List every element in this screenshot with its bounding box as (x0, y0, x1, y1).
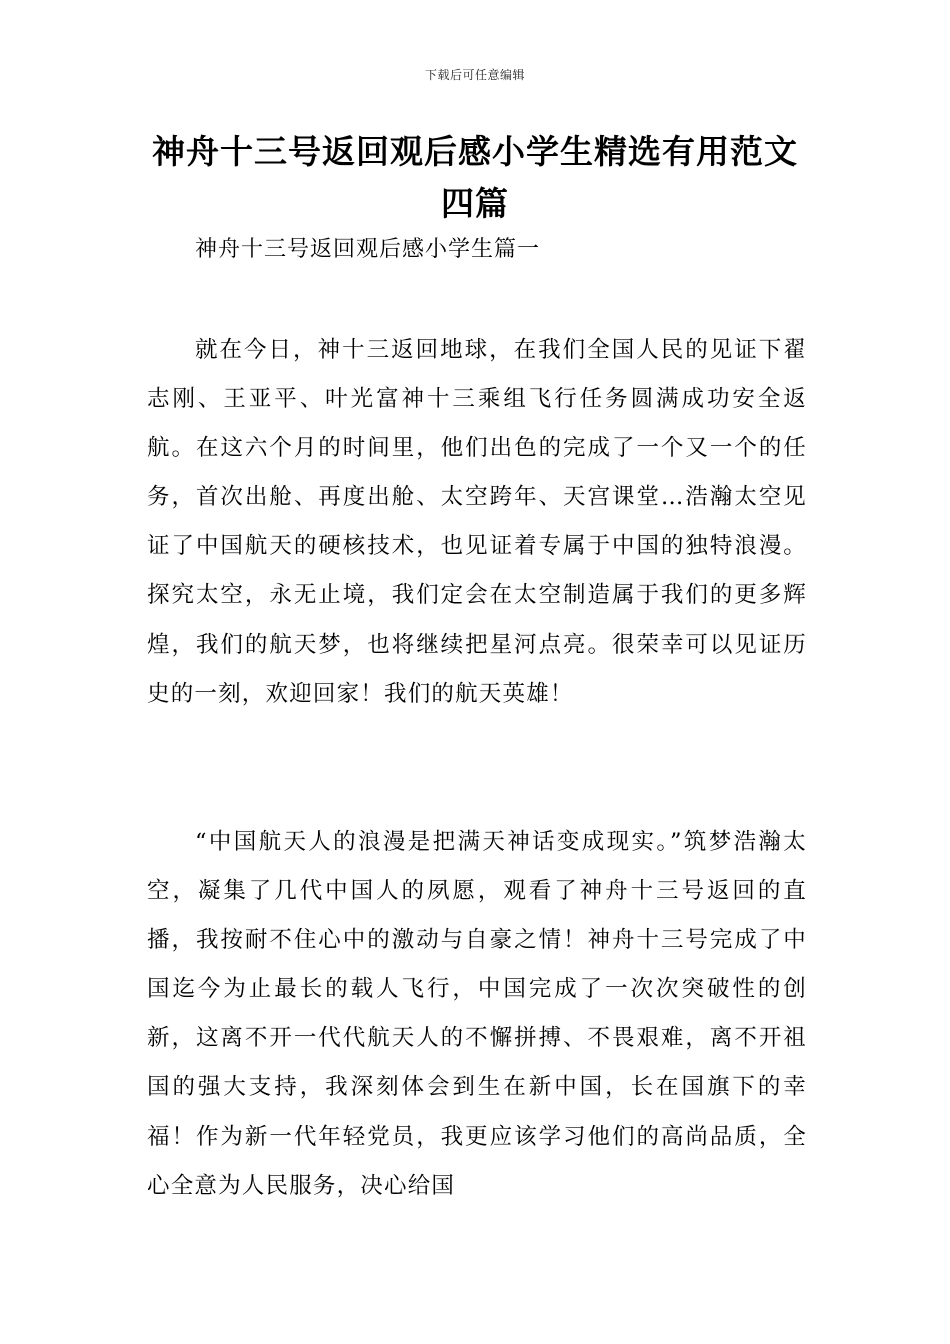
document-title: 神舟十三号返回观后感小学生精选有用范文四篇 (152, 132, 798, 223)
body-paragraph: 就在今日，神十三返回地球，在我们全国人民的见证下翟志刚、王亚平、叶光富神十三乘组飞行任务圆满成功安全返航。在这六个月的时间里，他们出色的完成了一个又一个的任务，首次出舱、再度出舱、太空跨年、天宫课堂…浩瀚太空见证了中国航天的硬核技术，也见证着专属于中国的独特浪漫。探究太空，永无止境，我们定会在太空制造属于我们的更多辉煌，我们的航天梦，也将继续把星河点亮。很荣幸可以见证历史的一刻，欢迎回家！我们的航天英雄！ (147, 337, 807, 707)
header-note: 下载后可任意编辑 (424, 68, 525, 82)
body-paragraph: “中国航天人的浪漫是把满天神话变成现实。”筑梦浩瀚太空，凝集了几代中国人的夙愿，观看了神舟十三号返回的直播，我按耐不住心中的激动与自豪之情！神舟十三号完成了中国迄今为止最长的载人飞行，中国完成了一次次突破性的创新，这离不开一代代航天人的不懈拼搏、不畏艰难，离不开祖国的强大支持，我深刻体会到生在新中国，长在国旗下的幸福！作为新一代年轻党员，我更应该学习他们的高尚品质，全心全意为人民服务，决心给国 (147, 829, 807, 1199)
section-subtitle: 神舟十三号返回观后感小学生篇一 (195, 237, 541, 262)
